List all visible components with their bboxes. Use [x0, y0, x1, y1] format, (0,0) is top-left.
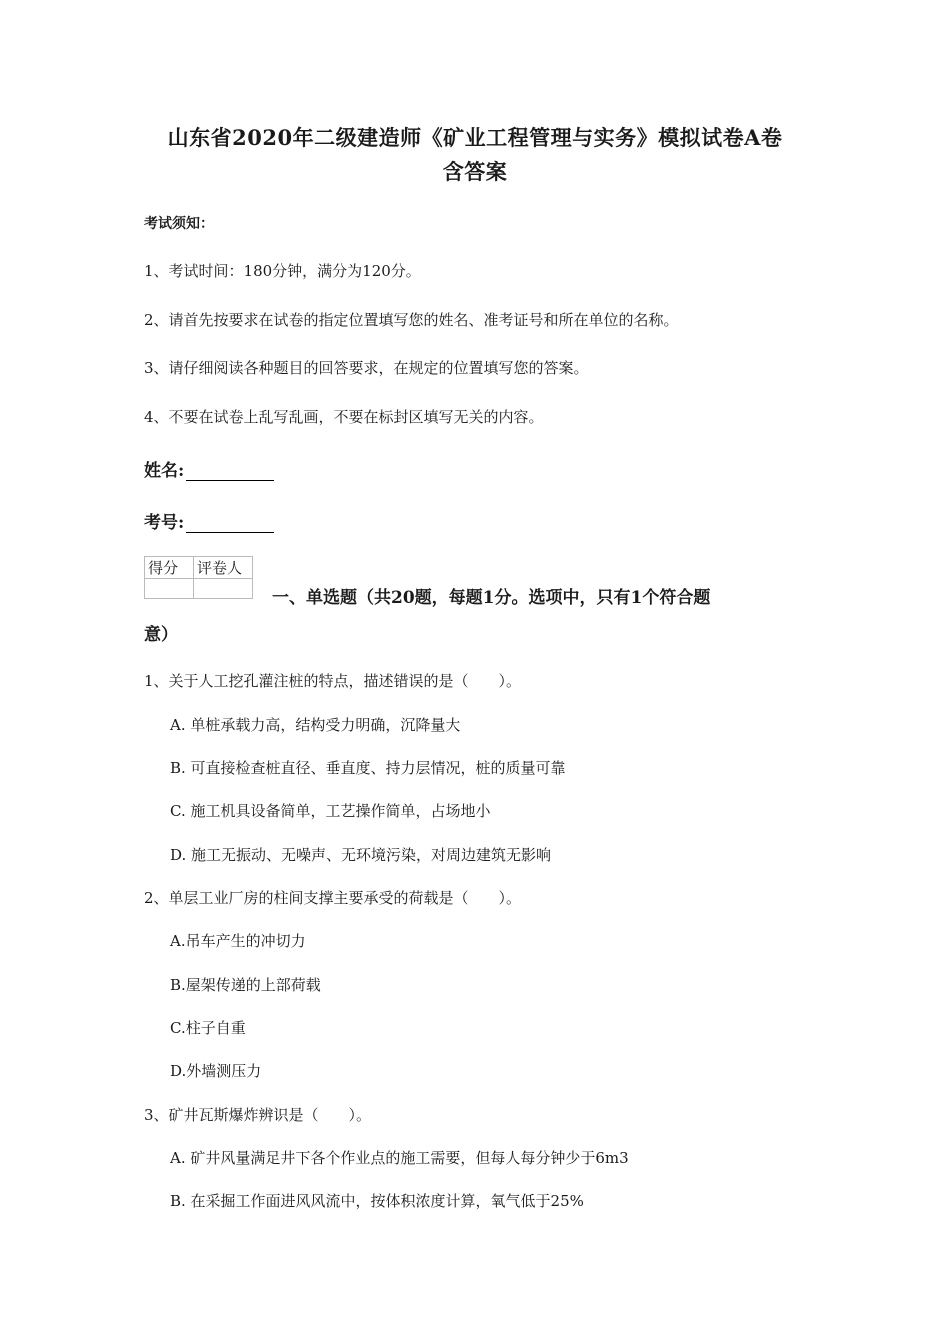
- section-heading-line2: 意）: [144, 625, 178, 645]
- id-label: 考号:: [144, 513, 185, 533]
- notice-item: 1、考试时间：180分钟，满分为120分。: [144, 262, 421, 280]
- page-title-line1: 山东省2020年二级建造师《矿业工程管理与实务》模拟试卷A卷: [167, 125, 783, 150]
- id-blank: [186, 517, 274, 533]
- section-heading-line1: 一、单选题（共20题，每题1分。选项中，只有1个符合题: [272, 588, 711, 608]
- id-field: [144, 508, 274, 533]
- grader-header: 评卷人: [194, 557, 253, 579]
- question-option: B. 可直接检查桩直径、垂直度、持力层情况，桩的质量可靠: [170, 759, 566, 777]
- question-stem: 2、单层工业厂房的柱间支撑主要承受的荷载是（ ）。: [144, 889, 522, 907]
- question-option: C.柱子自重: [170, 1019, 246, 1037]
- notice-item: 4、不要在试卷上乱写乱画，不要在标封区填写无关的内容。: [144, 408, 544, 426]
- notice-item: 3、请仔细阅读各种题目的回答要求，在规定的位置填写您的答案。: [144, 359, 589, 377]
- question-option: A. 单桩承载力高，结构受力明确，沉降量大: [170, 716, 461, 734]
- question-option: D. 施工无振动、无噪声、无环境污染，对周边建筑无影响: [170, 846, 552, 864]
- grader-cell: [194, 579, 253, 599]
- question-option: B.屋架传递的上部荷载: [170, 976, 321, 994]
- question-stem: 1、关于人工挖孔灌注桩的特点，描述错误的是（ ）。: [144, 672, 522, 690]
- page-title-line2: 含答案: [442, 159, 508, 184]
- question-option: D.外墙测压力: [170, 1062, 262, 1080]
- name-label: 姓名:: [144, 461, 185, 481]
- notice-item: 2、请首先按要求在试卷的指定位置填写您的姓名、准考证号和所在单位的名称。: [144, 311, 679, 329]
- name-field: [144, 456, 274, 481]
- score-table: [144, 556, 253, 599]
- name-blank: [186, 465, 274, 481]
- score-header: 得分: [145, 557, 194, 579]
- question-stem: 3、矿井瓦斯爆炸辨识是（ ）。: [144, 1106, 372, 1124]
- notice-heading: 考试须知：: [144, 216, 214, 232]
- question-option: C. 施工机具设备简单，工艺操作简单，占场地小: [170, 802, 491, 820]
- question-option: A. 矿井风量满足井下各个作业点的施工需要，但每人每分钟少于6m3: [170, 1149, 629, 1167]
- question-option: B. 在采掘工作面进风风流中，按体积浓度计算，氧气低于25%: [170, 1192, 584, 1210]
- score-cell: [145, 579, 194, 599]
- question-option: A.吊车产生的冲切力: [170, 932, 306, 950]
